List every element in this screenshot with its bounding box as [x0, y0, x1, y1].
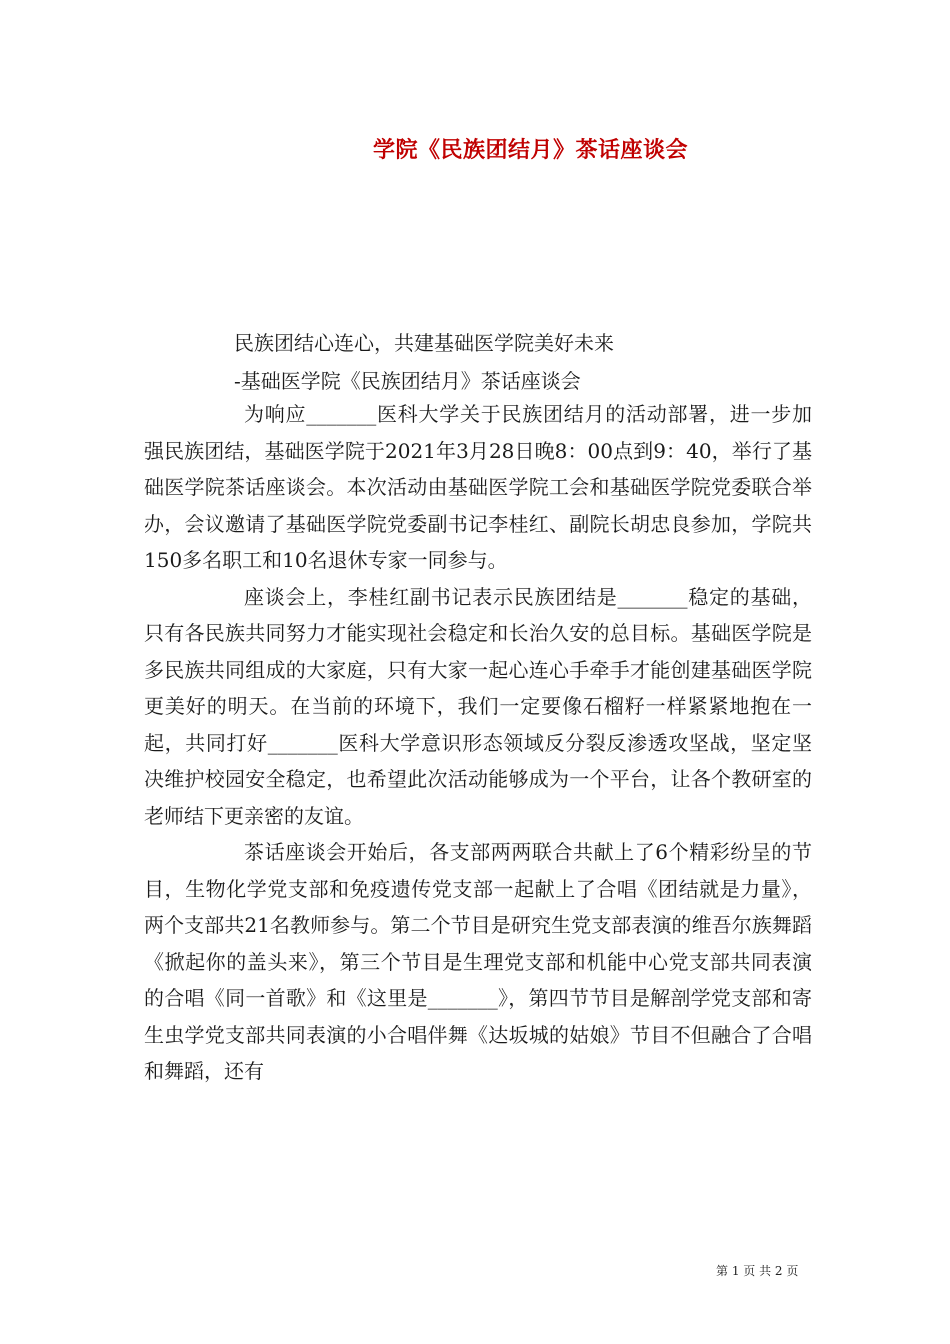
paragraph-performances: 茶话座谈会开始后，各支部两两联合共献上了6个精彩纷呈的节目，生物化学党支部和免疫遗传党支部一起献上了合唱《团结就是力量》，两个支部共21名教师参与。第二个节目是研究生党支部表演的维吾尔族舞蹈《掀起你的盖头来》，第三个节目是生理党支部和机能中心党支部共同表演的合唱《同一首歌》和《这里是_______》，第四节节目是解剖学党支部和寄生虫学党支部共同表演的小合唱伴舞《达坂城的姑娘》节目不但融合了合唱和舞蹈，还有 — [144, 840, 812, 1083]
paragraph-intro: 为响应_______医科大学关于民族团结月的活动部署，进一步加强民族团结，基础医学院于2021年3月28日晚8：00点到9：40，举行了基础医学院茶话座谈会。本次活动由基础医学院工会和基础医学院党委联合举办，会议邀请了基础医学院党委副书记李桂红、副院长胡忠良参加，学院共150多名职工和10名退休专家一同参与。 — [144, 402, 812, 572]
subtitle-slogan: 民族团结心连心，共建基础医学院美好未来 — [234, 331, 614, 355]
page-footer: 第 1 页 共 2 页 — [716, 1264, 799, 1278]
document-title: 学院《民族团结月》茶话座谈会 — [373, 138, 689, 163]
document-body — [144, 396, 812, 1090]
paragraph-speech: 座谈会上，李桂红副书记表示民族团结是_______稳定的基础，只有各民族共同努力才能实现社会稳定和长治久安的总目标。基础医学院是多民族共同组成的大家庭，只有大家一起心连心手牵手才能创建基础医学院更美好的明天。在当前的环境下，我们一定要像石榴籽一样紧紧地抱在一起，共同打好_______医科大学意识形态领域反分裂反渗透攻坚战，坚定坚决维护校园安全稳定，也希望此次活动能够成为一个平台，让各个教研室的老师结下更亲密的友谊。 — [144, 584, 812, 828]
subtitle-event: -基础医学院《民族团结月》茶话座谈会 — [234, 369, 581, 393]
